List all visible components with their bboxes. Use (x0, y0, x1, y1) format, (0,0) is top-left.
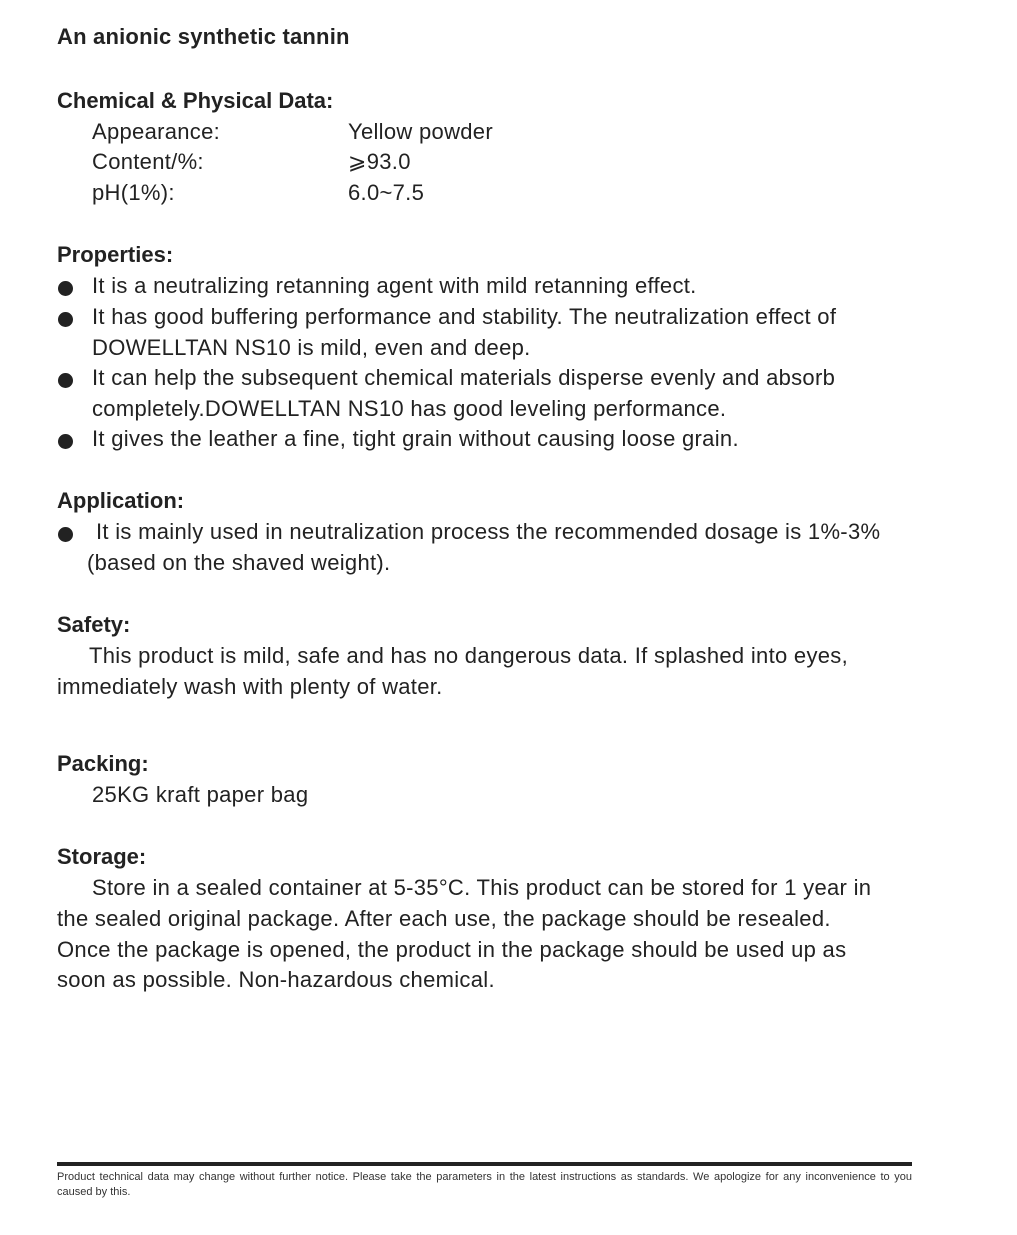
property-item-3-line-2: completely.DOWELLTAN NS10 has good leveling performance. (92, 396, 727, 421)
chemical-key-ph: pH(1%): (92, 180, 175, 205)
product-title: An anionic synthetic tannin (57, 24, 350, 49)
property-item-4-line-1: It gives the leather a fine, tight grain without causing loose grain. (92, 426, 739, 451)
chemical-value-appearance: Yellow powder (348, 119, 493, 144)
bullet-dot-icon (58, 312, 73, 327)
chemical-key-content: Content/%: (92, 149, 204, 174)
packing-heading: Packing: (57, 751, 149, 776)
storage-line-3: Once the package is opened, the product in the package should be used up as (57, 937, 847, 962)
chemical-value-ph: 6.0~7.5 (348, 180, 425, 205)
property-item-3-line-1: It can help the subsequent chemical materials disperse evenly and absorb (92, 365, 836, 390)
storage-line-2: the sealed original package. After each use, the package should be resealed. (57, 906, 831, 931)
bullet-dot-icon (58, 434, 73, 449)
bullet-dot-icon (58, 373, 73, 388)
safety-heading: Safety: (57, 612, 131, 637)
storage-line-1: Store in a sealed container at 5-35°C. This product can be stored for 1 year in (92, 875, 872, 900)
bullet-dot-icon (58, 281, 73, 296)
property-item-2-line-1: It has good buffering performance and stability. The neutralization effect of (92, 304, 837, 329)
footer-divider (57, 1162, 912, 1166)
storage-heading: Storage: (57, 844, 147, 869)
properties-heading: Properties: (57, 242, 174, 267)
property-item-2-line-2: DOWELLTAN NS10 is mild, even and deep. (92, 335, 531, 360)
safety-line-1: This product is mild, safe and has no dangerous data. If splashed into eyes, (89, 643, 849, 668)
footer-disclaimer: Product technical data may change without further notice. Please take the parameters in the latest instructions as standards. We apologize for any inconvenience to you caused by this. (57, 1171, 912, 1198)
application-line-2: (based on the shaved weight). (87, 550, 391, 575)
bullet-dot-icon (58, 527, 73, 542)
storage-line-4: soon as possible. Non-hazardous chemical. (57, 967, 495, 992)
packing-line-1: 25KG kraft paper bag (92, 782, 309, 807)
property-item-1-line-1: It is a neutralizing retanning agent with mild retanning effect. (92, 273, 697, 298)
application-heading: Application: (57, 488, 185, 513)
chemical-key-appearance: Appearance: (92, 119, 221, 144)
safety-line-2: immediately wash with plenty of water. (57, 674, 443, 699)
chemical-value-content: ⩾93.0 (348, 149, 411, 174)
application-line-1: It is mainly used in neutralization process the recommended dosage is 1%-3% (96, 519, 881, 544)
chemical-heading: Chemical & Physical Data: (57, 88, 334, 113)
